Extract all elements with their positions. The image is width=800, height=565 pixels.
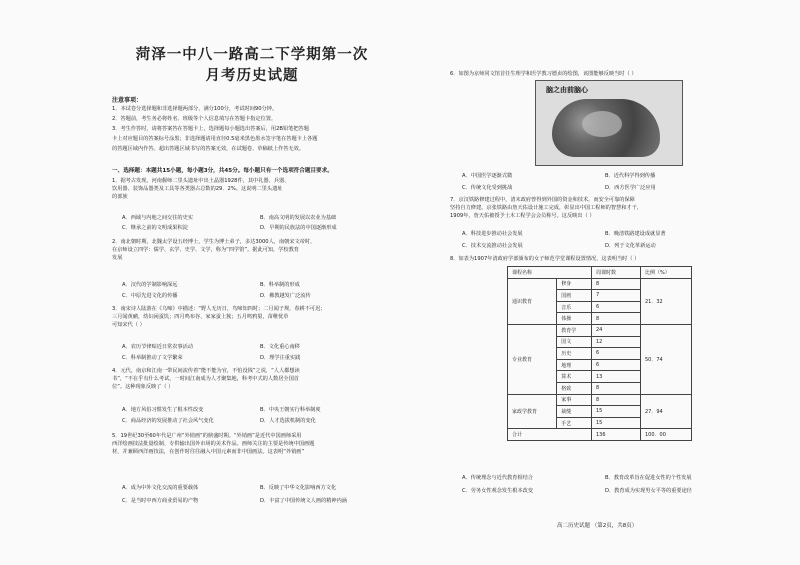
q2-option-c: C．中原先进文化的传播 (122, 293, 178, 299)
q4-option-b: B．中央王朝实行科举制度 (260, 407, 321, 413)
brain-illustration (535, 80, 683, 166)
notice-line: 的答题区域内作答。超出答题区域书写的答案无效，在试题卷、草稿纸上作答无效。 (112, 146, 304, 152)
hours: 8 (592, 313, 641, 325)
exam-title: 菏泽一中八一路高二下学期第一次月考历史试题 (135, 47, 369, 84)
total-label: 合计 (508, 429, 592, 441)
notice-line: 卡上对应题目的答案标号涂黑；非选择题请用直径0.5毫米黑色墨水签字笔在答题卡上各题 (112, 136, 318, 142)
q1-option-d: D．早期的民族法的中国逐渐形成 (260, 225, 337, 231)
q3-option-d: D．理学注重实践 (260, 355, 301, 361)
group-name: 通识教育 (508, 278, 557, 324)
q7-option-c: C．技术交流推动社会发展 (462, 243, 523, 249)
notice-line: 1．本试卷分选择题和非选择题两部分，满分100分，考试时间90分钟。 (112, 106, 278, 112)
course-name: 修身 (557, 278, 592, 290)
q7-option-d: D．列于文化革新运动 (605, 243, 656, 249)
q2-line: 2．南北朝时期，北魏太学设五经博士，学生为博士弟子，多达3000人，南朝宋文帝时， (112, 239, 316, 245)
course-name: 国文 (557, 336, 592, 348)
q5-option-d: D．丰富了中国传统文人画的精神内涵 (260, 498, 347, 504)
q4-line: 4．元代，南京和江南一带民间流传着“能不能为官，不怕没钱”之说，“人人都想读 (112, 368, 300, 374)
notice-line: 3．考生作答时，请将答案答在答题卡上，选择题每小题选出答案后，用2B铅笔把答题 (112, 126, 309, 132)
question-1 (112, 177, 390, 201)
hours: 8 (592, 394, 641, 406)
table-header-row (508, 267, 692, 279)
q6-option-b: B．近代科学得到传播 (605, 173, 656, 179)
group-name: 专业教育 (508, 324, 557, 394)
q1-option-a: A．西域与内地之间交往的史实 (122, 215, 193, 221)
table-row (508, 394, 692, 406)
q3-line: 3．南宋诗人陆游在《乌啼》中描述：“野人无历日，鸟啼知四时；二月闻子规，春耕不可迟； (112, 306, 326, 312)
course-name: 格致 (557, 382, 592, 394)
course-name: 国画 (557, 290, 592, 302)
q4-option-d: D．人才选拔机制的变化 (260, 418, 316, 424)
question-8 (450, 255, 750, 263)
q2-option-a: A．汉代的学制影响深远 (122, 282, 178, 288)
hours: 7 (592, 290, 641, 302)
hours: 6 (592, 301, 641, 313)
hours: 12 (592, 336, 641, 348)
table-row (508, 324, 692, 336)
q8-option-b: B．教育改革旨在促进女性的个性发展 (605, 475, 692, 481)
course-name: 裁缝 (557, 406, 592, 418)
question-2 (112, 238, 390, 262)
q1-option-c: C．继承之前的文明成果积淀 (122, 225, 188, 231)
q8-option-c: C．劳务女性观念发生根本改变 (462, 488, 534, 494)
figure-caption: 脑之由前脑心 (546, 86, 588, 94)
header-cell: 比例（%） (641, 267, 692, 279)
q2-option-b: B．科举制的形成 (260, 282, 300, 288)
question-3 (112, 305, 390, 329)
brain-highlight (582, 111, 622, 137)
hours: 6 (592, 348, 641, 360)
course-name: 体操 (557, 313, 592, 325)
q3-line: 可知宋代（ ） (112, 322, 145, 329)
table-row (508, 278, 692, 290)
question-4 (112, 367, 390, 391)
q2-option-d: D．佛教越发广泛流传 (260, 293, 311, 299)
header-cell: 周课时数 (592, 267, 641, 279)
total-hours: 136 (592, 429, 641, 441)
q3-option-c: C．科举制推动了文学繁荣 (122, 355, 183, 361)
course-name: 家事 (557, 394, 592, 406)
hours: 13 (592, 371, 641, 383)
hours: 8 (592, 278, 641, 290)
course-name: 历史 (557, 348, 592, 360)
q6-line: 6．如图为京师同文馆首任生理学和医学教习德贞的绘图，该图能够反映当时（ ） (450, 71, 637, 77)
hours: 15 (592, 406, 641, 418)
q5-line: 材，并兼顾西洋画技法，在创作时往往融入中国元素而非中国画法。这表明“外销画” (112, 449, 305, 456)
q3-option-b: B．文化重心南移 (260, 344, 300, 350)
q6-option-a: A．中国医学逐渐式微 (462, 173, 513, 179)
question-5 (112, 432, 390, 456)
q7-option-b: B．晚清铁路建设成就显著 (605, 231, 666, 237)
q4-option-c: C．商品经济的发展推动了社会风气变化 (122, 418, 214, 424)
hours: 6 (592, 359, 641, 371)
group-ratio: 27．94 (641, 394, 692, 429)
q4-line: 位”。这种现象反映了（ ） (112, 384, 174, 391)
course-name: 地理 (557, 359, 592, 371)
q8-option-d: D．教育成为实现男女平等的重要途径 (605, 488, 692, 494)
q8-line: 8．如表为1907年清政府学部颁布的女子师范学堂课程设置情况，这表明当时（ ） (450, 256, 640, 262)
group-name: 家政学教育 (508, 394, 557, 429)
course-name: 教育学 (557, 324, 592, 336)
q5-line: 西洋绘画技法批量绘制、专供输出国外市场的美术作品。画师关注的主要是传统中国画题 (112, 441, 315, 448)
q7-line: 1909年，詹天佑被授予土木工程学会会员称号。这反映出（ ） (450, 213, 595, 220)
q6-option-d: D．西方医学广泛应用 (605, 185, 656, 191)
hours: 24 (592, 324, 641, 336)
notice-heading: 注意事项： (112, 97, 143, 104)
q2-line: 在京师设立四学：儒学、玄学、史学、文学，称为“四学馆”。据此可知，学校教育 (112, 247, 299, 254)
q7-line: 坚持自力修建。京张铁路由詹天佑设计施工完成，彰显出中国工程师的智慧和才干， (450, 205, 642, 212)
curriculum-table (507, 266, 692, 441)
q5-line: 5．19世纪30至60年代是广州“外销画”的鼎盛时期。“外销画”是近代中国画师采用 (112, 433, 302, 439)
course-name: 算术 (557, 371, 592, 383)
question-6 (450, 70, 750, 78)
q3-line: 三月闻黄鹂，幼妇闲蚕饥；四月鸣布谷，家家蚕上簇；五月鸣鸦舅，苗稚忧草 (112, 314, 289, 321)
q7-option-a: A．科技进步推动社会发展 (462, 231, 523, 237)
q1-line: 饮用器、装饰品器类及工具等各类器占总数的29．2%。这说明二里头遗址 (112, 186, 283, 193)
q6-option-c: C．传统文化受到挑战 (462, 185, 513, 191)
course-name: 手艺 (557, 417, 592, 429)
total-ratio: 100．00 (641, 429, 692, 441)
q5-option-c: C．是当时中西方商业贸易的产物 (122, 498, 199, 504)
q1-line: 1．据考古发现，河南偃师二里头遗址中出土晶器1928件，其中礼器、兵器、 (112, 178, 290, 184)
q8-option-a: A．传统理念与近代教育相结合 (462, 475, 533, 481)
header-cell: 课程名称 (508, 267, 592, 279)
group-ratio: 21．32 (641, 278, 692, 324)
q1-option-b: B．南高文明的发展以农业为基础 (260, 215, 337, 221)
course-name: 音乐 (557, 301, 592, 313)
hours: 15 (592, 417, 641, 429)
q4-line: 书”，“不在乎有什么考试，一时间江南成为人才聚集地，科考中式的人数居全国首 (112, 376, 299, 383)
q3-option-a: A．农历节律贴近日常农事活动 (122, 344, 193, 350)
group-ratio: 50．74 (641, 324, 692, 394)
q7-line: 7．京汉铁路修建过程中，清末政府曾得到外国的资金和技术，而安全可靠的保障 (450, 197, 635, 203)
hours: 8 (592, 382, 641, 394)
question-7 (450, 196, 750, 220)
notice-line: 2．答题前，考生务必将姓名、班级等个人信息填写在答题卡指定位置。 (112, 116, 277, 122)
q5-option-a: A．成为中外文化交流的重要载体 (122, 485, 199, 491)
page-footer: 高二历史试题 （第2页，共8页） (557, 523, 638, 529)
q4-option-a: A．地方风俗习惯发生了根本性改变 (122, 407, 204, 413)
table-total-row (508, 429, 692, 441)
q1-line: 的部族 (112, 194, 128, 201)
q2-line: 发展 (112, 255, 123, 262)
q5-option-b: B．反映了中华文化影响西方文化 (260, 485, 337, 491)
section-heading: 一、选择题：本题共15小题，每小题3分，共45分。每小题只有一个选项符合题目要求。 (112, 168, 333, 174)
